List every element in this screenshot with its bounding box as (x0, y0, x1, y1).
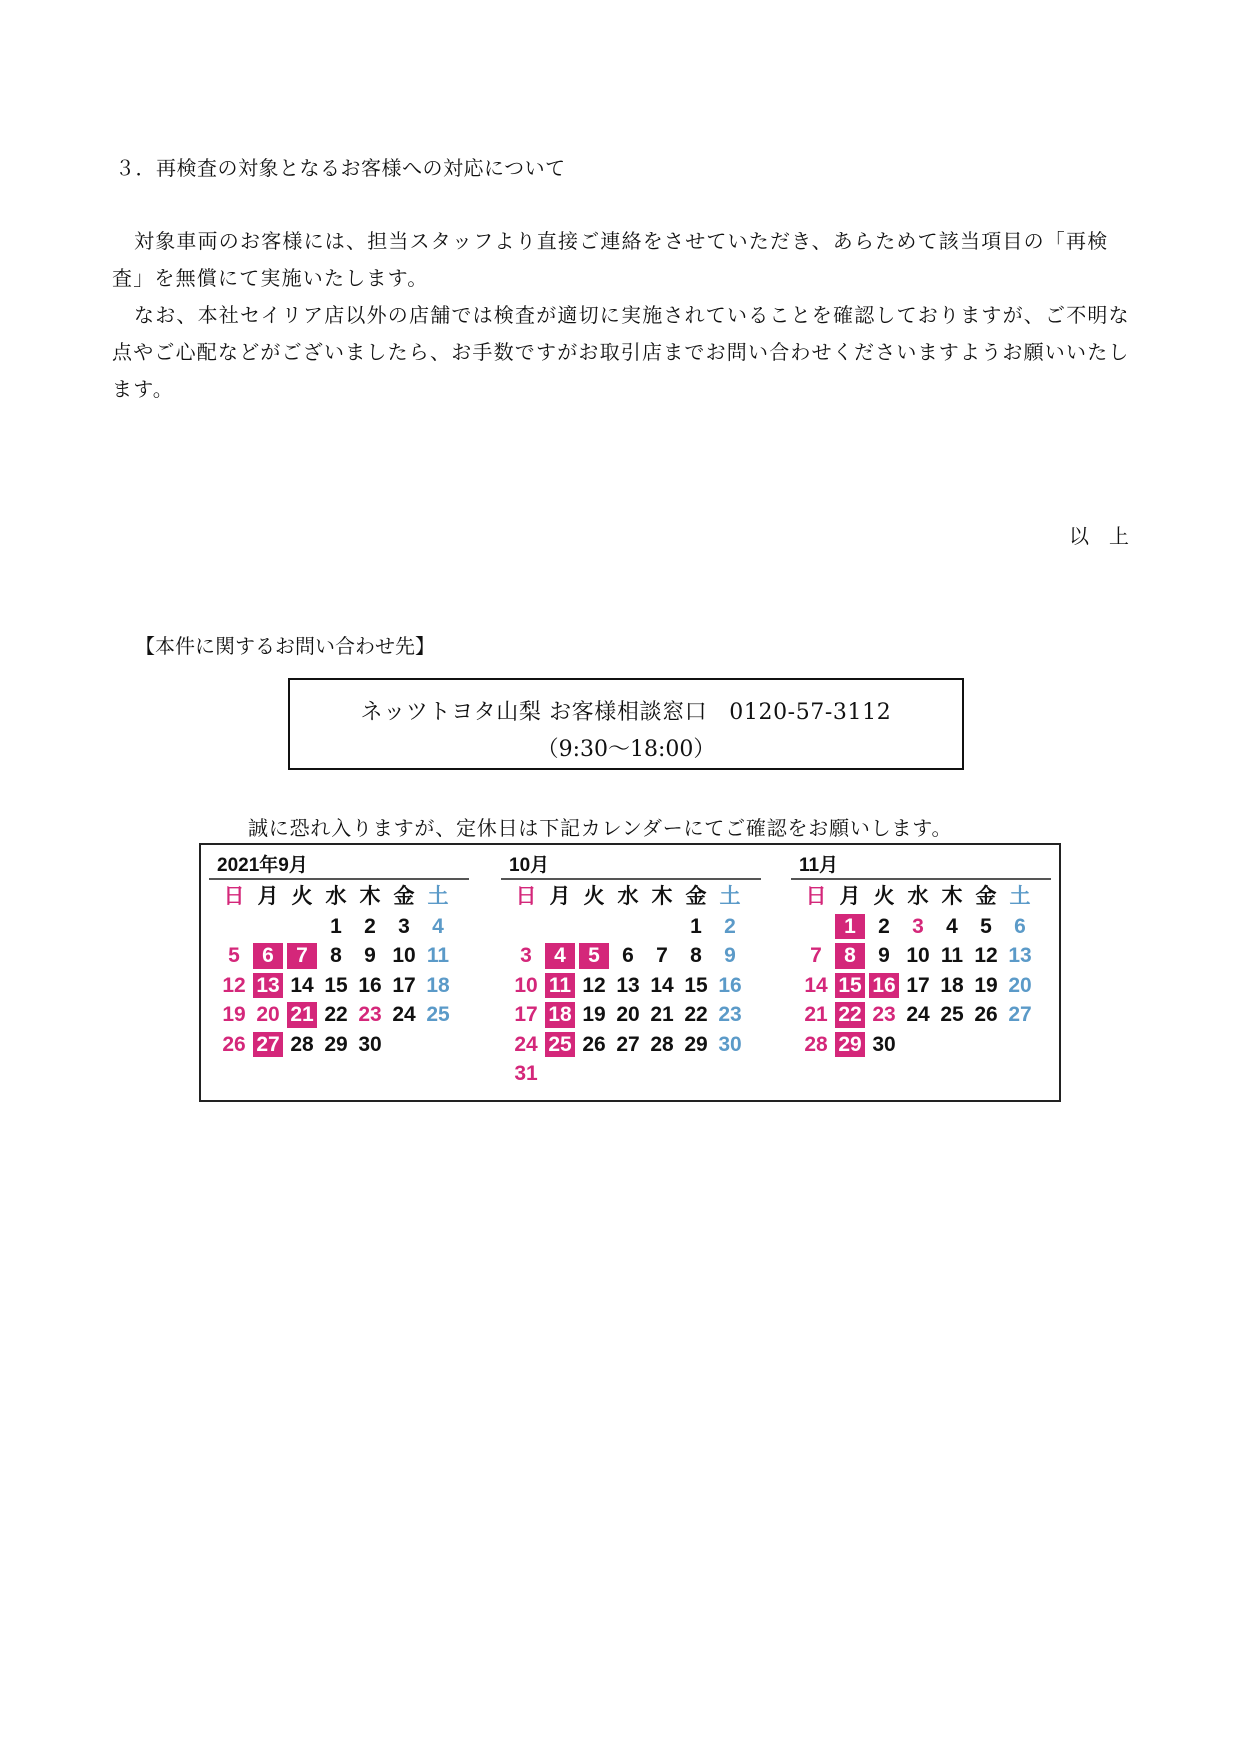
calendar-date: 3 (398, 914, 410, 938)
calendar-date: 23 (358, 1003, 382, 1026)
holiday-date: 21 (287, 1002, 317, 1028)
calendar-date: 9 (364, 944, 376, 967)
holiday-date: 6 (253, 943, 283, 969)
calendar-date: 24 (514, 1032, 538, 1056)
calendar-date: 15 (324, 973, 348, 997)
calendar-date: 20 (256, 1003, 280, 1026)
calendar-date: 7 (810, 944, 822, 967)
holiday-date: 29 (835, 1032, 865, 1058)
holiday-date: 8 (835, 943, 865, 969)
calendar-date: 10 (514, 973, 538, 997)
holiday-date: 4 (545, 943, 575, 969)
calendar-date: 29 (324, 1032, 348, 1056)
empty-cell (251, 912, 285, 942)
calendar-date: 3 (520, 944, 532, 967)
weekday-label: 金 (393, 885, 415, 908)
contact-desk: お客様相談窓口 (549, 700, 708, 725)
calendar-date: 11 (426, 944, 450, 967)
weekday-label: 土 (1009, 885, 1031, 908)
empty-cell (509, 912, 543, 942)
month-title: 10月 (501, 853, 761, 880)
weekday-label: 月 (549, 885, 571, 908)
calendar-date: 13 (1008, 944, 1032, 967)
calendar-date: 19 (974, 973, 998, 997)
calendar-date: 27 (616, 1032, 640, 1056)
calendar-month-sep (209, 853, 469, 1059)
calendar-date: 9 (878, 944, 890, 967)
weekday-label: 月 (257, 885, 279, 908)
calendar-date: 3 (912, 914, 924, 938)
calendar-date: 5 (980, 914, 992, 938)
holiday-date: 11 (545, 973, 575, 999)
weekday-label: 木 (651, 885, 673, 908)
paragraph-recheck: 対象車両のお客様には、担当スタッフより直接ご連絡をさせていただき、あらためて該当項目の「再検査」を無償にて実施いたします。 (112, 229, 1109, 290)
weekday-label: 金 (685, 885, 707, 908)
calendar-date: 21 (650, 1003, 674, 1026)
calendar-date: 4 (946, 914, 958, 938)
month-grid (799, 882, 1051, 1059)
calendar-date: 16 (358, 973, 382, 997)
calendar-date: 26 (582, 1032, 606, 1056)
calendar-date: 7 (656, 944, 668, 967)
holiday-date: 13 (253, 973, 283, 999)
calendar-date: 31 (514, 1062, 538, 1085)
calendar-month-nov (791, 853, 1051, 1059)
calendar-date: 17 (514, 1003, 538, 1026)
holiday-notice: 誠に恐れ入りますが、定休日は下記カレンダーにてご確認をお願いします。 (248, 816, 953, 840)
contact-hours: （9:30～18:00） (536, 737, 716, 762)
calendar-date: 22 (684, 1003, 708, 1026)
calendar-date: 2 (364, 914, 376, 938)
holiday-date: 16 (869, 973, 899, 999)
holiday-date: 25 (545, 1032, 575, 1058)
calendar-date: 24 (392, 1003, 416, 1026)
calendar-date: 30 (872, 1032, 896, 1056)
calendar-date: 26 (974, 1003, 998, 1026)
empty-cell (645, 912, 679, 942)
weekday-label: 水 (325, 885, 347, 908)
calendar-date: 28 (290, 1032, 314, 1056)
calendar-date: 22 (324, 1003, 348, 1026)
empty-cell (217, 912, 251, 942)
calendar-date: 1 (330, 914, 342, 938)
contact-box (288, 678, 964, 770)
calendar-date: 15 (684, 973, 708, 997)
calendar-date: 12 (582, 973, 606, 997)
calendar-date: 11 (940, 944, 964, 967)
calendar-date: 18 (940, 973, 964, 997)
holiday-date: 7 (287, 943, 317, 969)
calendar-date: 17 (392, 973, 416, 997)
paragraph-inquiry: なお、本社セイリア店以外の店舗では検査が適切に実施されていることを確認しておりますが、ご不明な点やご心配などがございましたら、お手数ですがお取引店までお問い合わせくださいますようお願いいたします。 (112, 303, 1130, 401)
calendar-month-oct (501, 853, 761, 1089)
empty-cell (577, 912, 611, 942)
contact-line (290, 695, 962, 726)
weekday-label: 火 (583, 885, 605, 908)
calendar-date: 23 (872, 1003, 896, 1026)
calendar-date: 20 (616, 1003, 640, 1026)
weekday-label: 日 (805, 885, 827, 908)
calendar-date: 9 (724, 944, 736, 967)
calendar-date: 29 (684, 1032, 708, 1056)
month-grid (509, 882, 761, 1089)
weekday-label: 火 (291, 885, 313, 908)
calendar-date: 28 (650, 1032, 674, 1056)
calendar-date: 10 (906, 944, 930, 967)
calendar-date: 5 (228, 944, 240, 967)
calendar-date: 23 (718, 1003, 742, 1026)
empty-cell (285, 912, 319, 942)
weekday-label: 水 (617, 885, 639, 908)
month-title: 2021年9月 (209, 853, 469, 880)
calendar-date: 14 (804, 973, 828, 997)
weekday-label: 火 (873, 885, 895, 908)
calendar-date: 12 (222, 973, 246, 997)
weekday-label: 日 (223, 885, 245, 908)
empty-cell (543, 912, 577, 942)
weekday-label: 水 (907, 885, 929, 908)
calendar-date: 21 (804, 1003, 828, 1026)
calendar-date: 12 (974, 944, 998, 967)
calendar-date: 16 (718, 973, 742, 997)
holiday-date: 15 (835, 973, 865, 999)
weekday-label: 木 (941, 885, 963, 908)
month-grid (217, 882, 469, 1059)
calendar-date: 17 (906, 973, 930, 997)
contact-name: ネッツトヨタ山梨 (360, 700, 542, 725)
calendar-date: 28 (804, 1032, 828, 1056)
weekday-label: 土 (719, 885, 741, 908)
calendar-date: 4 (432, 914, 444, 938)
calendar-date: 10 (392, 944, 416, 967)
calendar-date: 18 (426, 973, 450, 997)
calendar-date: 27 (1008, 1003, 1032, 1026)
calendar-date: 30 (358, 1032, 382, 1056)
calendar-date: 8 (690, 944, 702, 967)
calendar-date: 30 (718, 1032, 742, 1056)
weekday-label: 金 (975, 885, 997, 908)
calendar-date: 14 (290, 973, 314, 997)
section-heading: ３．再検査の対象となるお客様への対応について (115, 156, 566, 180)
calendar-date: 20 (1008, 973, 1032, 997)
weekday-label: 木 (359, 885, 381, 908)
calendar-date: 13 (616, 973, 640, 997)
month-title: 11月 (791, 853, 1051, 880)
calendar-date: 6 (1014, 914, 1026, 938)
empty-cell (799, 912, 833, 942)
empty-cell (611, 912, 645, 942)
weekday-label: 土 (427, 885, 449, 908)
calendar-date: 2 (724, 914, 736, 938)
contact-phone: 0120-57-3112 (729, 700, 892, 725)
holiday-date: 5 (579, 943, 609, 969)
calendar-date: 14 (650, 973, 674, 997)
calendar-date: 1 (690, 914, 702, 938)
calendar-date: 19 (582, 1003, 606, 1026)
calendar-date: 25 (426, 1003, 450, 1026)
calendar-date: 8 (330, 944, 342, 967)
contact-heading: 【本件に関するお問い合わせ先】 (135, 634, 435, 658)
closing-mark: 以 上 (1069, 524, 1129, 548)
holiday-date: 22 (835, 1002, 865, 1028)
holiday-date: 1 (835, 914, 865, 940)
holiday-date: 27 (253, 1032, 283, 1058)
holiday-calendar (199, 843, 1061, 1102)
calendar-date: 26 (222, 1032, 246, 1056)
calendar-date: 6 (622, 944, 634, 967)
weekday-label: 月 (839, 885, 861, 908)
calendar-date: 2 (878, 914, 890, 938)
holiday-date: 18 (545, 1002, 575, 1028)
calendar-date: 25 (940, 1003, 964, 1026)
calendar-date: 19 (222, 1003, 246, 1026)
weekday-label: 日 (515, 885, 537, 908)
calendar-date: 24 (906, 1003, 930, 1026)
